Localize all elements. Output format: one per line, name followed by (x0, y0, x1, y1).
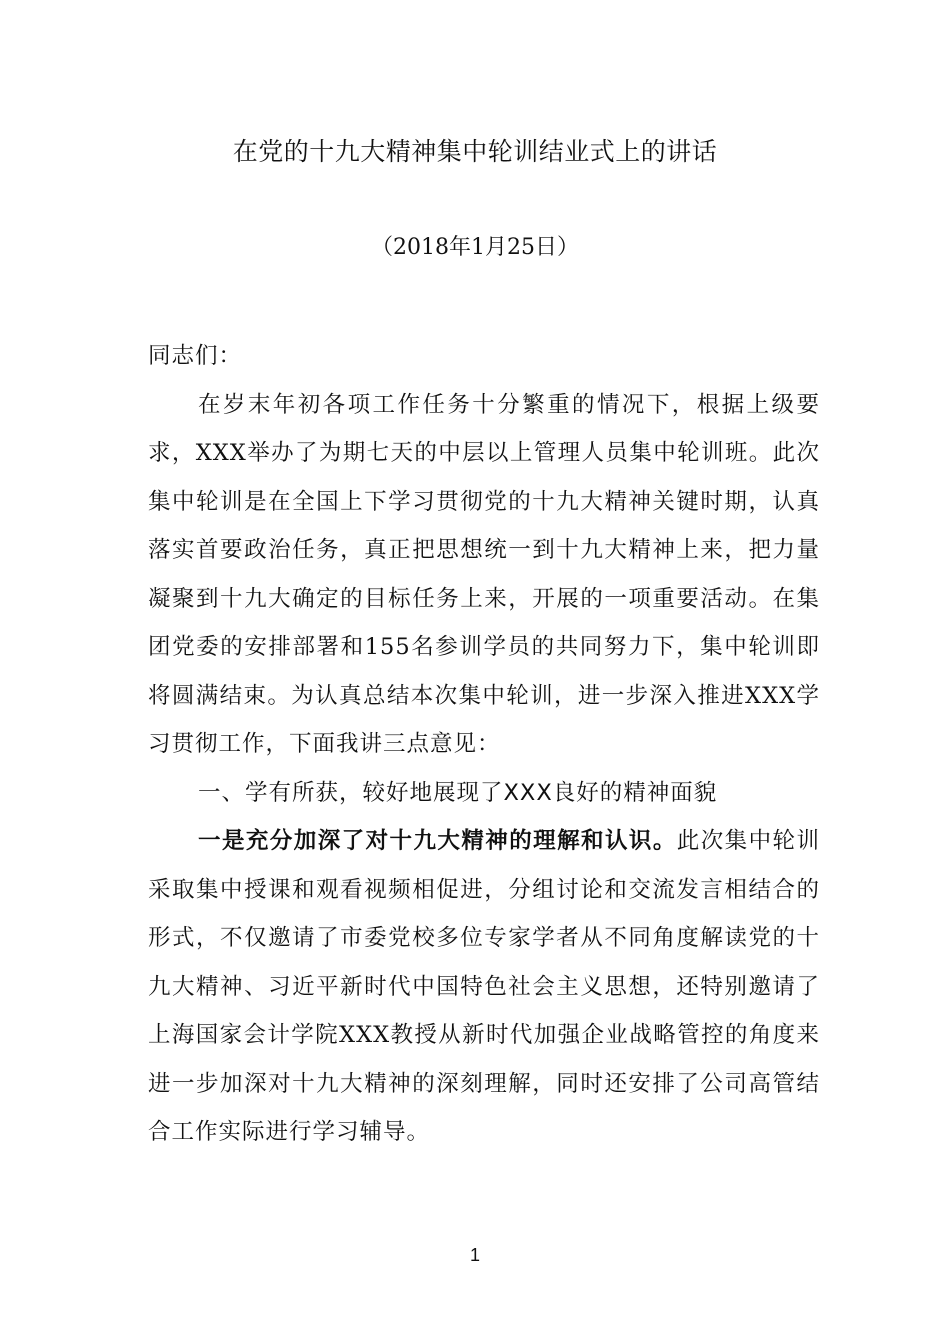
paragraph-intro: 在岁末年初各项工作任务十分繁重的情况下，根据上级要求，XXX举办了为期七天的中层以上管理人员集中轮训班。此次集中轮训是在全国上下学习贯彻党的十九大精神关键时期，认真落实首要政治任务，真正把思想统一到十九大精神上来，把力量凝聚到十九大确定的目标任务上来，开展的一项重要活动。在集团党委的安排部署和155名参训学员的共同努力下，集中轮训即将圆满结束。为认真总结本次集中轮训，进一步深入推进XXX学习贯彻工作，下面我讲三点意见： (148, 391, 820, 757)
document-title: 在党的十九大精神集中轮训结业式上的讲话 (232, 137, 718, 166)
paragraph-point-1 (148, 817, 820, 1157)
point-1-body: 此次集中轮训采取集中授课和观看视频相促进，分组讨论和交流发言相结合的形式，不仅邀请了市委党校多位专家学者从不同角度解读党的十九大精神、习近平新时代中国特色社会主义思想，还特别邀请了上海国家会计学院XXX教授从新时代加强企业战略管控的角度来进一步加深对十九大精神的深刻理解，同时还安排了公司高管结合工作实际进行学习辅导。 (148, 828, 820, 1145)
document-body (148, 332, 820, 1157)
document-date: （2018年1月25日） (371, 235, 579, 260)
point-1-lead: 一是充分加深了对十九大精神的理解和认识。 (198, 828, 677, 854)
section-heading-1: 一、学有所获，较好地展现了XXX良好的精神面貌 (198, 779, 718, 806)
page-number: 1 (469, 1245, 480, 1265)
salutation: 同志们： (148, 343, 243, 369)
